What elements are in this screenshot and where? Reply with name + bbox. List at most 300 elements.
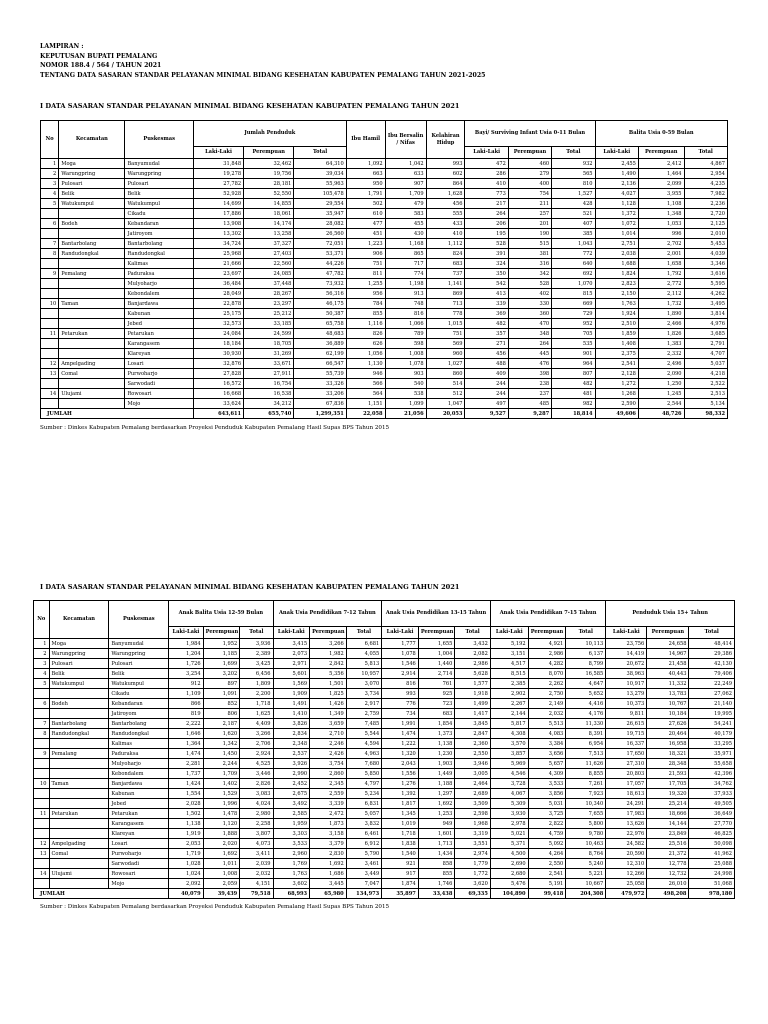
col-perempuan: Perempuan	[418, 627, 455, 639]
cell-value: 27,062	[689, 689, 735, 699]
cell-value: 3,602	[273, 879, 310, 889]
cell-no	[41, 349, 59, 359]
cell-puskesmas: Purwoharjo	[109, 849, 169, 859]
cell-value: 2,550	[455, 749, 491, 759]
cell-value: 33,326	[294, 379, 346, 389]
cell-value: 907	[385, 179, 426, 189]
cell-value: 4,264	[528, 849, 566, 859]
cell-value: 2,550	[528, 859, 566, 869]
cell-value: 13,626	[606, 819, 647, 829]
cell-kecamatan: Watukumpul	[49, 679, 109, 689]
cell-value: 3,005	[455, 769, 491, 779]
cell-value: 2,496	[638, 359, 684, 369]
cell-value: 23,756	[606, 639, 647, 649]
table-row	[34, 699, 735, 709]
cell-no	[41, 399, 59, 409]
cell-value: 34,762	[689, 779, 735, 789]
cell-value: 72,051	[294, 239, 346, 249]
total-value: 18,814	[552, 409, 595, 419]
cell-value: 4,500	[490, 849, 528, 859]
cell-kecamatan	[59, 349, 125, 359]
cell-value: 398	[508, 369, 551, 379]
col-kelahiran-hidup: Kelahiran Hidup	[426, 121, 465, 159]
cell-kecamatan: Pulosari	[59, 179, 125, 189]
cell-value: 31,269	[244, 349, 294, 359]
cell-kecamatan: Comal	[59, 369, 125, 379]
cell-value: 5,790	[346, 849, 382, 859]
cell-value: 855	[418, 869, 455, 879]
cell-value: 206	[465, 219, 508, 229]
cell-value: 12,310	[606, 859, 647, 869]
table-row	[34, 729, 735, 739]
cell-no	[41, 289, 59, 299]
cell-value: 1,112	[426, 239, 465, 249]
cell-value: 1,348	[638, 209, 684, 219]
cell-value: 18,666	[647, 809, 689, 819]
cell-value: 1,392	[382, 789, 419, 799]
cell-value: 2,020	[203, 839, 240, 849]
cell-value: 11,332	[647, 679, 689, 689]
cell-value: 2,541	[528, 869, 566, 879]
table-row	[34, 689, 735, 699]
cell-kecamatan: Bantarbolang	[49, 719, 109, 729]
cell-value: 2,466	[638, 319, 684, 329]
cell-value: 734	[382, 709, 419, 719]
section1-table	[40, 120, 728, 419]
cell-kecamatan	[59, 339, 125, 349]
cell-value: 2,986	[528, 649, 566, 659]
cell-kecamatan: Warungpring	[49, 649, 109, 659]
cell-value: 64,310	[294, 159, 346, 169]
cell-value: 1,769	[273, 859, 310, 869]
cell-value: 3,659	[310, 719, 347, 729]
cell-kecamatan: Comal	[49, 849, 109, 859]
cell-value: 46,825	[689, 829, 735, 839]
cell-kecamatan: Belik	[49, 669, 109, 679]
cell-value: 4,867	[684, 159, 727, 169]
cell-value: 2,150	[595, 289, 638, 299]
cell-value: 1,349	[310, 709, 347, 719]
cell-value: 402	[508, 289, 551, 299]
cell-kecamatan: Bodeh	[59, 219, 125, 229]
total-value: 35,897	[382, 889, 419, 899]
cell-value: 324	[465, 259, 508, 269]
cell-no: 14	[41, 389, 59, 399]
cell-kecamatan: Petarukan	[49, 809, 109, 819]
cell-value: 3,158	[310, 829, 347, 839]
cell-value: 54,241	[689, 719, 735, 729]
cell-value: 24,658	[647, 639, 689, 649]
col-total: Total	[294, 147, 346, 159]
cell-no	[34, 709, 50, 719]
cell-value: 2,128	[595, 369, 638, 379]
cell-value: 3,845	[455, 719, 491, 729]
cell-value: 339	[465, 299, 508, 309]
cell-value: 4,797	[346, 779, 382, 789]
cell-value: 53,371	[294, 249, 346, 259]
cell-value: 2,990	[273, 769, 310, 779]
cell-value: 1,255	[346, 279, 385, 289]
cell-puskesmas: Purwoharjo	[125, 369, 193, 379]
cell-value: 20,672	[606, 659, 647, 669]
section2-title: I DATA SASARAN STANDAR PELAYANAN MINIMAL BIDANG KESEHATAN KABUPATEN PEMALANG TAHUN 2021	[40, 583, 460, 591]
cell-value: 7,923	[566, 789, 606, 799]
cell-value: 5,021	[490, 829, 528, 839]
cell-value: 1,078	[385, 359, 426, 369]
cell-value: 5,513	[528, 719, 566, 729]
cell-value: 3,728	[490, 779, 528, 789]
cell-value: 860	[426, 369, 465, 379]
cell-kecamatan: Pulosari	[49, 659, 109, 669]
cell-value: 25,968	[193, 249, 243, 259]
cell-value: 4,176	[566, 709, 606, 719]
cell-value: 569	[426, 339, 465, 349]
cell-no: 4	[34, 669, 50, 679]
cell-value: 2,039	[240, 859, 273, 869]
cell-value: 4,073	[240, 839, 273, 849]
cell-puskesmas: Belik	[109, 669, 169, 679]
cell-value: 1,120	[203, 819, 240, 829]
cell-no	[41, 209, 59, 219]
cell-value: 772	[552, 249, 595, 259]
cell-value: 32,876	[193, 359, 243, 369]
col-puskesmas: Puskesmas	[109, 601, 169, 639]
cell-value: 55,739	[294, 369, 346, 379]
cell-puskesmas: Mojo	[109, 879, 169, 889]
cell-value: 2,452	[273, 779, 310, 789]
cell-value: 1,250	[638, 379, 684, 389]
cell-value: 27,828	[193, 369, 243, 379]
cell-value: 357	[465, 329, 508, 339]
cell-value: 3,346	[684, 259, 727, 269]
cell-puskesmas: Sarwodadi	[109, 859, 169, 869]
cell-value: 1,070	[552, 279, 595, 289]
cell-value: 2,082	[455, 649, 491, 659]
table-row	[41, 219, 728, 229]
cell-value: 16,585	[566, 669, 606, 679]
cell-value: 906	[346, 249, 385, 259]
cell-no	[34, 859, 50, 869]
cell-value: 10,340	[566, 799, 606, 809]
cell-value: 5,652	[566, 689, 606, 699]
cell-value: 18,321	[647, 749, 689, 759]
cell-value: 24,599	[244, 329, 294, 339]
cell-value: 950	[346, 179, 385, 189]
cell-value: 21,666	[193, 259, 243, 269]
cell-value: 381	[508, 249, 551, 259]
cell-value: 502	[346, 199, 385, 209]
cell-value: 350	[465, 269, 508, 279]
table-row	[34, 769, 735, 779]
table-row	[41, 199, 728, 209]
cell-value: 48,414	[689, 639, 735, 649]
cell-kecamatan: Pemalang	[59, 269, 125, 279]
cell-no: 10	[34, 779, 50, 789]
cell-value: 2,200	[240, 689, 273, 699]
table-row	[41, 179, 728, 189]
cell-value: 1,408	[595, 339, 638, 349]
cell-value: 25,058	[606, 879, 647, 889]
table-row	[34, 779, 735, 789]
cell-value: 912	[169, 679, 203, 689]
cell-value: 2,099	[638, 179, 684, 189]
cell-value: 1,838	[382, 839, 419, 849]
cell-value: 2,823	[595, 279, 638, 289]
cell-value: 1,230	[418, 749, 455, 759]
cell-value: 540	[385, 379, 426, 389]
total-value: 40,079	[169, 889, 203, 899]
cell-value: 2,043	[382, 759, 419, 769]
cell-value: 4,027	[595, 189, 638, 199]
cell-value: 737	[426, 269, 465, 279]
cell-value: 2,522	[684, 379, 727, 389]
cell-value: 407	[552, 219, 595, 229]
cell-value: 815	[552, 289, 595, 299]
cell-no	[41, 379, 59, 389]
cell-value: 27,403	[244, 249, 294, 259]
table-row	[41, 279, 728, 289]
cell-value: 1,809	[240, 679, 273, 689]
cell-value: 2,822	[528, 819, 566, 829]
cell-value: 810	[552, 179, 595, 189]
cell-no: 2	[34, 649, 50, 659]
total-value: 9,527	[465, 409, 508, 419]
cell-value: 27,626	[647, 719, 689, 729]
cell-value: 105,478	[294, 189, 346, 199]
cell-value: 956	[346, 289, 385, 299]
cell-value: 33,206	[294, 389, 346, 399]
cell-value: 2,750	[528, 689, 566, 699]
cell-value: 903	[385, 369, 426, 379]
cell-value: 3,303	[273, 829, 310, 839]
col-usia-15-plus: Penduduk Usia 15+ Tahun	[606, 601, 735, 627]
cell-value: 3,266	[310, 639, 347, 649]
cell-no: 3	[34, 659, 50, 669]
cell-value: 1,474	[169, 749, 203, 759]
cell-value: 1,185	[203, 649, 240, 659]
cell-value: 28,267	[244, 289, 294, 299]
cell-value: 816	[382, 679, 419, 689]
cell-value: 3,083	[240, 789, 273, 799]
col-perempuan: Perempuan	[203, 627, 240, 639]
cell-puskesmas: Watukumpul	[125, 199, 193, 209]
cell-value: 921	[382, 859, 419, 869]
cell-no: 1	[34, 639, 50, 649]
cell-puskesmas: Jebed	[109, 799, 169, 809]
cell-value: 4,647	[566, 679, 606, 689]
cell-value: 1,779	[455, 859, 491, 869]
cell-value: 1,434	[418, 849, 455, 859]
cell-value: 3,461	[346, 859, 382, 869]
cell-value: 1,450	[203, 749, 240, 759]
cell-value: 1,763	[273, 869, 310, 879]
cell-value: 1,272	[595, 379, 638, 389]
cell-value: 8,070	[528, 669, 566, 679]
cell-value: 669	[552, 299, 595, 309]
cell-value: 897	[203, 679, 240, 689]
cell-value: 11,330	[566, 719, 606, 729]
cell-value: 4,055	[346, 649, 382, 659]
cell-value: 2,073	[273, 649, 310, 659]
cell-value: 3,856	[528, 789, 566, 799]
cell-kecamatan	[49, 759, 109, 769]
cell-value: 1,188	[418, 779, 455, 789]
cell-value: 23,297	[244, 299, 294, 309]
cell-value: 663	[346, 169, 385, 179]
cell-value: 48,683	[294, 329, 346, 339]
cell-value: 778	[426, 309, 465, 319]
cell-value: 2,144	[490, 709, 528, 719]
cell-value: 33,185	[244, 319, 294, 329]
cell-value: 16,572	[193, 379, 243, 389]
col-balita: Balita Usia 0-59 Bulan	[595, 121, 727, 147]
cell-puskesmas: Cikadu	[109, 689, 169, 699]
cell-value: 4,151	[240, 879, 273, 889]
cell-value: 1,138	[418, 739, 455, 749]
cell-value: 21,458	[647, 659, 689, 669]
cell-value: 28,082	[294, 219, 346, 229]
cell-value: 4,039	[684, 249, 727, 259]
cell-value: 5,356	[310, 669, 347, 679]
col-puskesmas: Puskesmas	[125, 121, 193, 159]
cell-value: 3,826	[273, 719, 310, 729]
cell-value: 1,763	[595, 299, 638, 309]
cell-value: 1,027	[426, 359, 465, 369]
table-row	[41, 359, 728, 369]
cell-value: 1,078	[382, 649, 419, 659]
cell-value: 3,807	[240, 829, 273, 839]
cell-value: 3,754	[310, 759, 347, 769]
cell-value: 1,688	[595, 259, 638, 269]
cell-value: 1,342	[203, 739, 240, 749]
cell-value: 21,593	[647, 769, 689, 779]
cell-puskesmas: Banjardawa	[109, 779, 169, 789]
cell-value: 1,601	[418, 829, 455, 839]
cell-value: 751	[426, 329, 465, 339]
cell-value: 286	[465, 169, 508, 179]
cell-value: 10,917	[606, 679, 647, 689]
col-laki-laki: Laki-Laki	[595, 147, 638, 159]
cell-value: 826	[346, 329, 385, 339]
cell-value: 476	[508, 359, 551, 369]
cell-value: 1,719	[169, 849, 203, 859]
table-row	[34, 659, 735, 669]
cell-no	[34, 879, 50, 889]
cell-value: 42,396	[689, 769, 735, 779]
cell-value: 37,933	[689, 789, 735, 799]
cell-value: 4,759	[528, 829, 566, 839]
cell-no	[34, 769, 50, 779]
cell-puskesmas: Jebed	[125, 319, 193, 329]
cell-no	[34, 829, 50, 839]
col-total: Total	[689, 627, 735, 639]
cell-value: 451	[346, 229, 385, 239]
table-row	[34, 679, 735, 689]
cell-value: 1,692	[203, 849, 240, 859]
cell-value: 20,803	[606, 769, 647, 779]
cell-value: 4,083	[528, 729, 566, 739]
cell-value: 993	[426, 159, 465, 169]
cell-value: 56,316	[294, 289, 346, 299]
cell-value: 1,440	[418, 659, 455, 669]
cell-value: 485	[508, 399, 551, 409]
cell-value: 2,267	[490, 699, 528, 709]
cell-no	[41, 319, 59, 329]
cell-value: 1,577	[455, 679, 491, 689]
cell-value: 410	[465, 179, 508, 189]
cell-value: 1,699	[203, 659, 240, 669]
cell-value: 7,982	[684, 189, 727, 199]
cell-value: 865	[385, 249, 426, 259]
cell-value: 201	[508, 219, 551, 229]
cell-no: 7	[41, 239, 59, 249]
cell-no: 11	[34, 809, 50, 819]
cell-value: 1,128	[595, 199, 638, 209]
cell-value: 22,249	[689, 679, 735, 689]
table-row	[41, 389, 728, 399]
cell-value: 4,309	[528, 769, 566, 779]
cell-value: 8,855	[566, 769, 606, 779]
cell-value: 460	[508, 159, 551, 169]
cell-value: 683	[426, 259, 465, 269]
cell-no: 13	[41, 369, 59, 379]
cell-puskesmas: Kabunan	[109, 789, 169, 799]
cell-value: 4,067	[490, 789, 528, 799]
cell-value: 6,461	[346, 829, 382, 839]
cell-value: 1,777	[382, 639, 419, 649]
cell-value: 1,491	[273, 699, 310, 709]
cell-value: 1,168	[385, 239, 426, 249]
table-row	[41, 239, 728, 249]
cell-value: 10,463	[566, 839, 606, 849]
cell-value: 1,903	[418, 759, 455, 769]
cell-value: 2,464	[455, 779, 491, 789]
cell-value: 237	[508, 389, 551, 399]
cell-value: 3,936	[240, 639, 273, 649]
cell-kecamatan	[49, 709, 109, 719]
cell-kecamatan: Petarukan	[59, 329, 125, 339]
cell-value: 2,038	[595, 249, 638, 259]
cell-value: 925	[418, 689, 455, 699]
cell-value: 1,109	[169, 689, 203, 699]
cell-value: 4,976	[684, 319, 727, 329]
cell-value: 25,516	[647, 839, 689, 849]
cell-value: 400	[508, 179, 551, 189]
total-value: 49,606	[595, 409, 638, 419]
cell-kecamatan: Ampelgading	[59, 359, 125, 369]
cell-value: 2,332	[638, 349, 684, 359]
col-no: No	[34, 601, 50, 639]
cell-value: 1,204	[169, 649, 203, 659]
cell-value: 16,337	[606, 739, 647, 749]
cell-no: 6	[34, 699, 50, 709]
col-no: No	[41, 121, 59, 159]
table-row	[41, 399, 728, 409]
cell-value: 25,088	[689, 859, 735, 869]
cell-value: 455	[385, 219, 426, 229]
cell-value: 705	[552, 329, 595, 339]
cell-kecamatan	[59, 229, 125, 239]
cell-value: 1,692	[418, 799, 455, 809]
cell-value: 430	[385, 229, 426, 239]
cell-value: 19,715	[606, 729, 647, 739]
cell-value: 528	[465, 239, 508, 249]
cell-value: 18,705	[244, 339, 294, 349]
cell-value: 2,412	[638, 159, 684, 169]
cell-value: 25,214	[647, 799, 689, 809]
cell-value: 6,456	[240, 669, 273, 679]
cell-value: 2,510	[595, 319, 638, 329]
